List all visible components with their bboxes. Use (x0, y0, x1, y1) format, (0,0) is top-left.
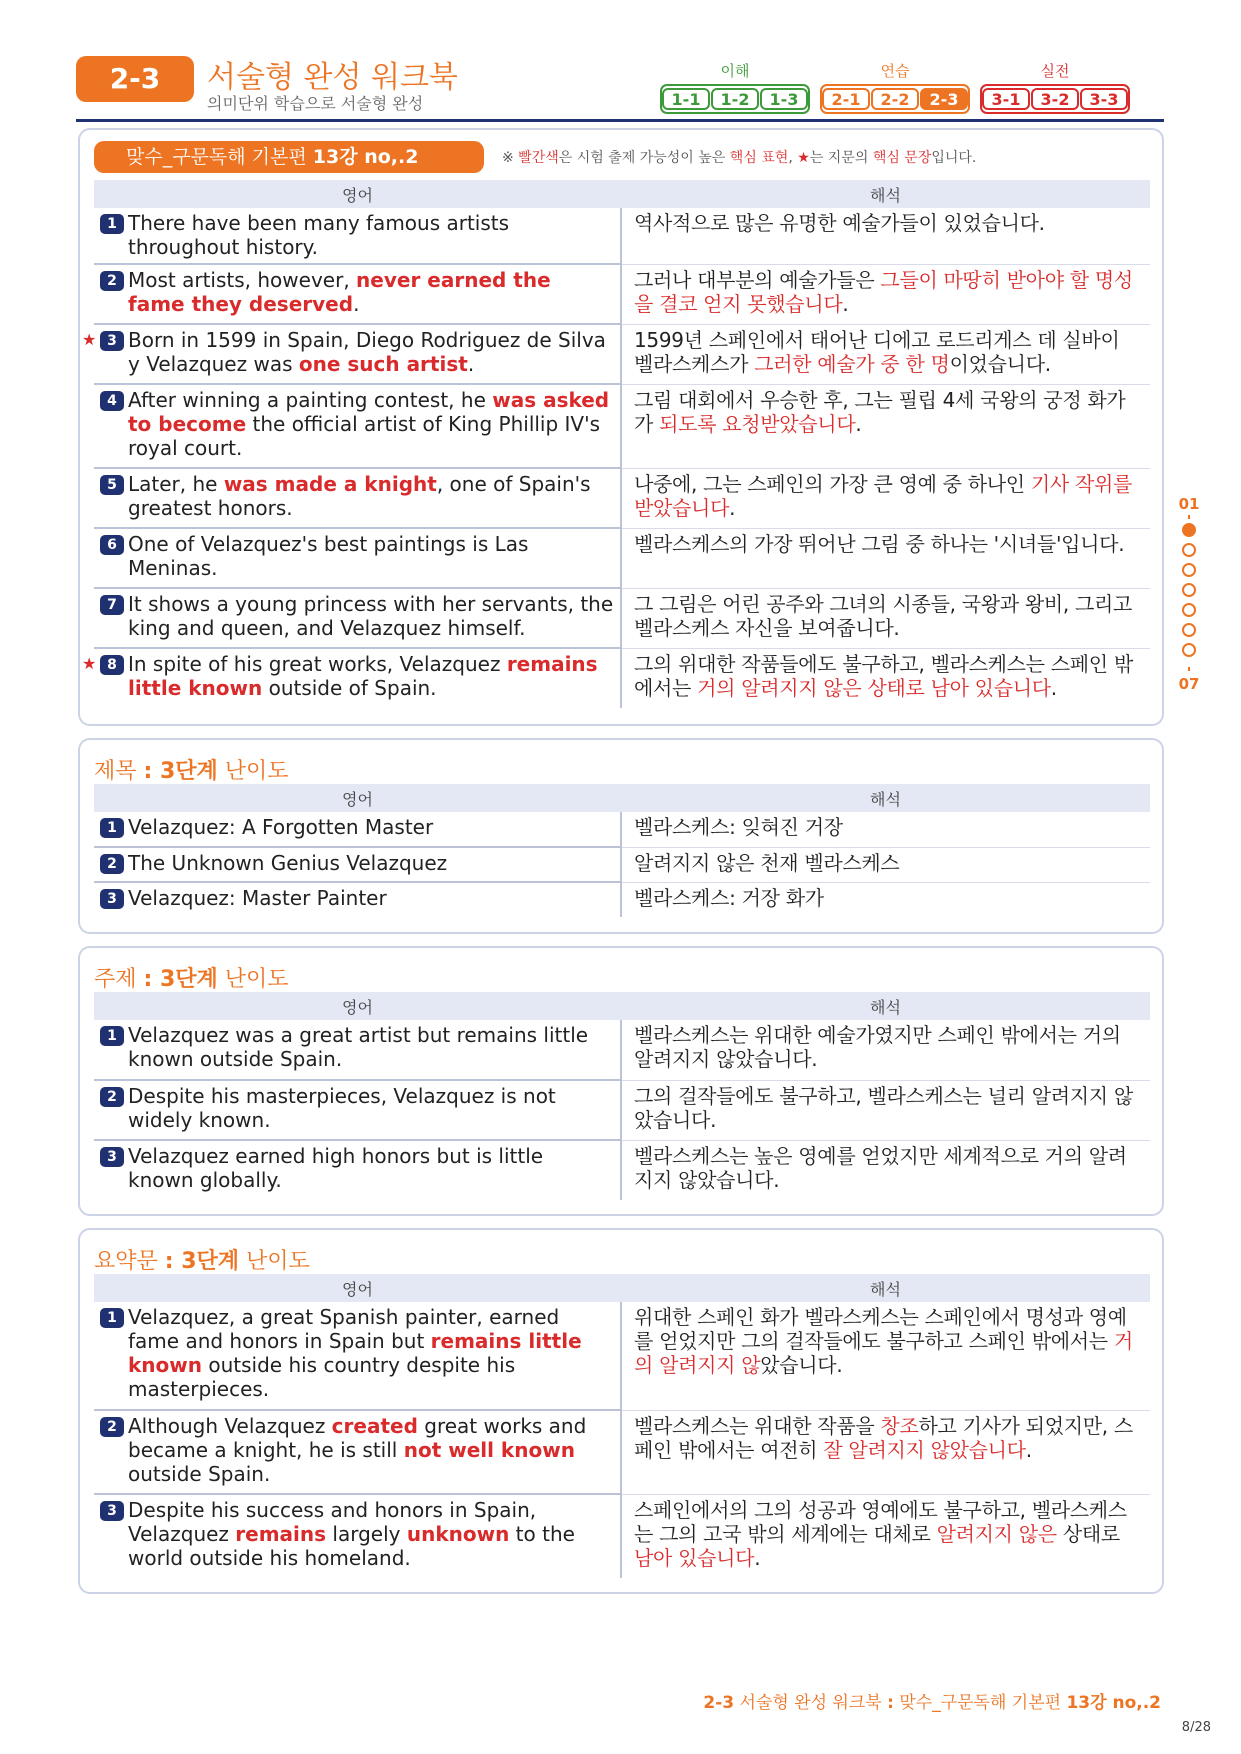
plain-text: 그림 대회에서 우승한 후, 그는 필립 4세 국왕의 궁정 화가가 (634, 387, 1126, 436)
highlight-text: one such artist (298, 352, 468, 376)
highlight-text: created (331, 1414, 418, 1438)
korean-cell (621, 847, 1150, 882)
table-row (94, 648, 1150, 708)
table-row (94, 468, 1150, 528)
row-number: 1 (100, 1308, 124, 1328)
progress-dot (1182, 583, 1196, 597)
col-header-english: 영어 (94, 1274, 621, 1302)
plain-text: 았습니다. (760, 1353, 843, 1377)
summary-label: 요약문 (94, 1249, 158, 1274)
nav-box-practice (820, 84, 970, 114)
col-header-korean: 해석 (621, 180, 1150, 208)
english-cell (94, 264, 621, 324)
col-header-korean: 해석 (621, 992, 1150, 1020)
page-title: 서술형 완성 워크북 (207, 60, 458, 95)
english-cell (94, 1494, 621, 1578)
plain-text: great works and became a knight, he is still (128, 1414, 587, 1462)
row-number: 1 (100, 214, 124, 234)
highlight-text: 기사 작위를 받았습니다 (634, 471, 1133, 520)
row-number: 4 (100, 391, 124, 411)
progress-dot (1182, 643, 1196, 657)
plain-text: 역사적으로 많은 유명한 예술가들이 있었습니다. (634, 211, 1045, 235)
plain-text: The Unknown Genius Velazquez (128, 851, 448, 875)
row-number: 3 (100, 1147, 124, 1167)
table-row (94, 1410, 1150, 1494)
note-end: 입니다. (931, 150, 977, 166)
row-number: 7 (100, 595, 124, 615)
row-number: 3 (100, 331, 124, 351)
english-cell (94, 528, 621, 588)
plain-text: . (754, 1545, 761, 1570)
korean-cell (621, 1020, 1150, 1080)
english-cell (94, 208, 621, 264)
nav-label-real: 실전 (1040, 62, 1070, 80)
plain-text: There have been many famous artists throughout history. (128, 211, 510, 259)
plain-text: Although Velazquez (128, 1414, 332, 1438)
note-key-sentence: 핵심 문장 (872, 150, 932, 166)
nav-item-2-1[interactable]: 2-1 (822, 88, 870, 110)
table-row (94, 812, 1150, 847)
summary-table (94, 1274, 1150, 1578)
plain-text: One of Velazquez's best paintings is Las Meninas. (128, 532, 529, 580)
plain-text: 이었습니다. (949, 351, 1051, 376)
english-cell (82, 648, 621, 708)
table-row (94, 1020, 1150, 1080)
plain-text: . (467, 352, 475, 376)
plain-text: 벨라스케스는 위대한 작품을 (634, 1413, 881, 1438)
plain-text: 위대한 스페인 화가 벨라스케스는 스페인에서 명성과 영예를 얻었지만 그의 걸작들에도 불구하고 스페인 밖에서는 (634, 1305, 1127, 1353)
plain-text: Later, he (128, 472, 224, 496)
plain-text: . (353, 292, 360, 316)
passage-section (78, 128, 1164, 726)
korean-cell (621, 648, 1150, 708)
plain-text: After winning a painting contest, he (128, 388, 493, 412)
row-number: 1 (100, 818, 124, 838)
plain-text: 그러나 대부분의 예술가들은 (634, 267, 881, 292)
plain-text: Velazquez earned high honors but is little known globally. (128, 1144, 544, 1192)
passage-table (82, 180, 1150, 708)
plain-text: Velazquez: A Forgotten Master (128, 815, 434, 839)
highlight-text: 잘 알려지지 않았습니다 (823, 1437, 1026, 1462)
korean-cell (621, 1302, 1150, 1410)
korean-cell (621, 324, 1150, 384)
row-number: 8 (100, 655, 124, 675)
plain-text: 하고 기사가 되었지만, 스페인 밖에서는 여전히 (634, 1413, 1133, 1462)
plain-text: . (729, 495, 736, 520)
plain-text: 벨라스케스의 가장 뛰어난 그림 중 하나는 '시녀들'입니다. (634, 531, 1125, 556)
row-number: 3 (100, 889, 124, 909)
title-suffix: 난이도 (224, 759, 289, 784)
nav-item-3-3[interactable]: 3-3 (1080, 88, 1128, 110)
table-row (94, 1494, 1150, 1578)
header-divider (76, 119, 1164, 122)
plain-text: 그의 위대한 작품들에도 불구하고, 벨라스케스는 스페인 밖에서는 (634, 651, 1133, 700)
progress-dot (1182, 603, 1196, 617)
highlight-text: never earned the fame they deserved (128, 268, 551, 316)
table-row (94, 384, 1150, 468)
plain-text: In spite of his great works, Velazquez (128, 652, 507, 676)
english-cell (94, 588, 621, 648)
nav-item-1-2[interactable]: 1-2 (711, 88, 759, 110)
plain-text: 벨라스케스: 거장 화가 (634, 885, 824, 910)
col-header-english: 영어 (94, 180, 621, 208)
plain-text: 스페인에서의 그의 성공과 영예에도 불구하고, 벨라스케스는 그의 고국 밖의 세계에는 대체로 (634, 1497, 1127, 1546)
plain-text: outside of Spain. (262, 676, 437, 700)
theme-table (94, 992, 1150, 1200)
progress-bar-top (1188, 515, 1190, 519)
plain-text: 벨라스케스는 높은 영예를 얻었지만 세계적으로 거의 알려지지 않았습니다. (634, 1143, 1127, 1192)
progress-dot (1182, 623, 1196, 637)
plain-text: 그의 걸작들에도 불구하고, 벨라스케스는 널리 알려지지 않았습니다. (634, 1083, 1133, 1132)
page-subtitle: 의미단위 학습으로 서술형 완성 (207, 94, 424, 113)
highlight-text: 알려지지 않은 (936, 1521, 1057, 1546)
summary-level: : 3단계 (164, 1249, 240, 1274)
korean-cell (621, 812, 1150, 847)
note-text-2: 는 지문의 (809, 150, 869, 166)
nav-item-3-1[interactable]: 3-1 (982, 88, 1030, 110)
plain-text: Velazquez, a great Spanish painter, earned fame and honors in Spain but (128, 1305, 560, 1353)
nav-item-1-3[interactable]: 1-3 (760, 88, 808, 110)
note-prefix: ※ (502, 150, 514, 166)
korean-cell (621, 588, 1150, 648)
highlight-text: 창조 (880, 1413, 919, 1438)
page-footer (703, 1688, 1161, 1713)
highlight-text: 그러한 예술가 중 한 명 (754, 351, 950, 376)
row-number: 3 (100, 1501, 124, 1521)
highlight-text: 거의 알려지지 않은 상태로 남아 있습니다 (697, 675, 1051, 700)
english-cell (94, 1080, 621, 1140)
theme-section-heading (94, 962, 289, 993)
progress-dot (1182, 563, 1196, 577)
plain-text: . (842, 291, 849, 316)
plain-text: 벨라스케스: 잊혀진 거장 (634, 815, 843, 839)
nav-label-understand: 이해 (720, 62, 750, 80)
note-key-expression: 핵심 표현 (729, 150, 789, 166)
nav-box-understand (660, 84, 810, 114)
plain-text: . (1025, 1437, 1032, 1462)
english-cell (94, 1020, 621, 1080)
highlight-text: was made a knight (223, 472, 437, 496)
row-number: 6 (100, 535, 124, 555)
progress-bar-bottom (1188, 667, 1190, 671)
plain-text: outside his country despite his masterpieces. (128, 1353, 516, 1401)
highlight-text: 되도록 요청받았습니다 (659, 411, 856, 436)
plain-text: the official artist of King Phillip IV's royal court. (128, 412, 601, 460)
page-header (76, 52, 1164, 124)
footer-book: 맞수_구문독해 기본편 (899, 1693, 1062, 1713)
korean-cell (621, 1494, 1150, 1578)
nav-box-real (980, 84, 1130, 114)
plain-text: . (1050, 675, 1057, 700)
title-level: : 3단계 (143, 759, 218, 784)
row-number: 2 (100, 1087, 124, 1107)
plain-text: , one of Spain's greatest honors. (128, 472, 591, 520)
plain-text: Most artists, however, (128, 268, 357, 292)
english-cell (94, 384, 621, 468)
note-comma: , (788, 150, 793, 166)
english-cell (94, 1140, 621, 1200)
english-cell (94, 812, 621, 847)
table-row (94, 208, 1150, 264)
nav-item-1-1[interactable]: 1-1 (662, 88, 710, 110)
plain-text: Despite his success and honors in Spain, Velazquez (128, 1498, 537, 1546)
plain-text: . (855, 411, 862, 436)
footer-lesson: 13강 no,.2 (1066, 1693, 1161, 1713)
footer-title: 서술형 완성 워크북 (739, 1693, 882, 1713)
korean-cell (621, 384, 1150, 468)
table-row (94, 324, 1150, 384)
note-red-word: 빨간색 (518, 150, 559, 166)
plain-text: largely (326, 1522, 407, 1546)
table-row (94, 1140, 1150, 1200)
table-row (94, 588, 1150, 648)
plain-text: 알려지지 않은 천재 벨라스케스 (634, 850, 900, 875)
highlight-text: remains (235, 1522, 327, 1546)
english-cell (82, 324, 621, 384)
english-cell (94, 1302, 621, 1410)
plain-text: Despite his masterpieces, Velazquez is not widely known. (128, 1084, 556, 1132)
page-number: 8/28 (1181, 1720, 1211, 1735)
plain-text: 1599년 스페인에서 태어난 디에고 로드리게스 데 실바이 벨라스케스가 (634, 327, 1120, 376)
star-icon: ★ (82, 654, 97, 673)
title-table (94, 784, 1150, 917)
highlight-text: 남아 있습니다 (634, 1545, 755, 1570)
theme-suffix: 난이도 (224, 967, 289, 992)
english-cell (94, 882, 621, 917)
summary-section (78, 1228, 1164, 1594)
col-header-korean: 해석 (621, 1274, 1150, 1302)
korean-cell (621, 468, 1150, 528)
korean-cell (621, 528, 1150, 588)
table-row (94, 528, 1150, 588)
plain-text: 그 그림은 어린 공주와 그녀의 시종들, 국왕과 왕비, 그리고 벨라스케스 자신을 보여줍니다. (634, 591, 1133, 640)
title-section (78, 738, 1164, 934)
table-row (94, 1080, 1150, 1140)
summary-suffix: 난이도 (246, 1249, 310, 1274)
progress-dot (1182, 543, 1196, 557)
highlight-text: remains little known (128, 1329, 582, 1377)
summary-section-heading (94, 1244, 310, 1275)
english-cell (94, 847, 621, 882)
col-header-english: 영어 (94, 992, 621, 1020)
korean-cell (621, 208, 1150, 264)
title-section-heading (94, 754, 289, 785)
korean-cell (621, 1140, 1150, 1200)
english-cell (94, 1410, 621, 1494)
row-number: 2 (100, 854, 124, 874)
title-label: 제목 (94, 759, 137, 784)
highlight-text: remains little known (128, 652, 598, 700)
passage-pill (94, 141, 484, 173)
star-icon: ★ (82, 330, 97, 349)
footer-sep: : (887, 1693, 894, 1713)
plain-text: Velazquez: Master Painter (128, 886, 387, 910)
lesson-badge: 2-3 (76, 56, 194, 102)
row-number: 1 (100, 1026, 124, 1046)
plain-text: 상태로 (1056, 1521, 1120, 1546)
theme-section (78, 946, 1164, 1216)
note-text-1: 은 시험 출제 가능성이 높은 (558, 150, 726, 166)
korean-cell (621, 264, 1150, 324)
highlight-text: unknown (406, 1522, 510, 1546)
nav-item-3-2[interactable]: 3-2 (1031, 88, 1079, 110)
nav-item-2-3[interactable]: 2-3 (920, 88, 968, 110)
highlight-text: not well known (403, 1438, 575, 1462)
legend-note (502, 147, 976, 167)
row-number: 2 (100, 1417, 124, 1437)
highlight-text: was asked to become (128, 388, 610, 436)
nav-label-practice: 연습 (880, 62, 910, 80)
pill-lesson: 13강 no,.2 (312, 146, 419, 168)
row-number: 2 (100, 271, 124, 291)
plain-text: It shows a young princess with her servants, the king and queen, and Velazquez himself. (128, 592, 614, 640)
nav-item-2-2[interactable]: 2-2 (871, 88, 919, 110)
table-row (94, 264, 1150, 324)
col-header-korean: 해석 (621, 784, 1150, 812)
row-number: 5 (100, 475, 124, 495)
english-cell (94, 468, 621, 528)
korean-cell (621, 882, 1150, 917)
theme-label: 주제 (94, 967, 137, 992)
plain-text: outside Spain. (128, 1462, 271, 1486)
progress-start-label: 01 (1178, 495, 1200, 513)
theme-level: : 3단계 (143, 967, 218, 992)
note-star-icon: ★ (797, 150, 810, 166)
korean-cell (621, 1410, 1150, 1494)
page-progress-indicator (1177, 495, 1201, 695)
korean-cell (621, 1080, 1150, 1140)
plain-text: Velazquez was a great artist but remains little known outside Spain. (128, 1023, 589, 1071)
highlight-text: 그들이 마땅히 받아야 할 명성을 결코 얻지 못했습니다 (634, 267, 1133, 316)
highlight-text: 거의 알려지지 않 (634, 1329, 1133, 1377)
plain-text: Born in 1599 in Spain, Diego Rodriguez de Silva y Velazquez was (128, 328, 606, 376)
plain-text: 벨라스케스는 위대한 예술가였지만 스페인 밖에서는 거의 알려지지 않았습니다. (634, 1023, 1121, 1071)
pill-book: 맞수_구문독해 기본편 (126, 146, 307, 168)
plain-text: to the world outside his homeland. (128, 1522, 575, 1570)
col-header-english: 영어 (94, 784, 621, 812)
progress-end-label: 07 (1178, 675, 1200, 693)
plain-text: 나중에, 그는 스페인의 가장 큰 영예 중 하나인 (634, 471, 1031, 496)
table-row (94, 847, 1150, 882)
progress-dot (1182, 523, 1196, 537)
table-row (94, 882, 1150, 917)
table-row (94, 1302, 1150, 1410)
footer-code: 2-3 (703, 1693, 735, 1713)
